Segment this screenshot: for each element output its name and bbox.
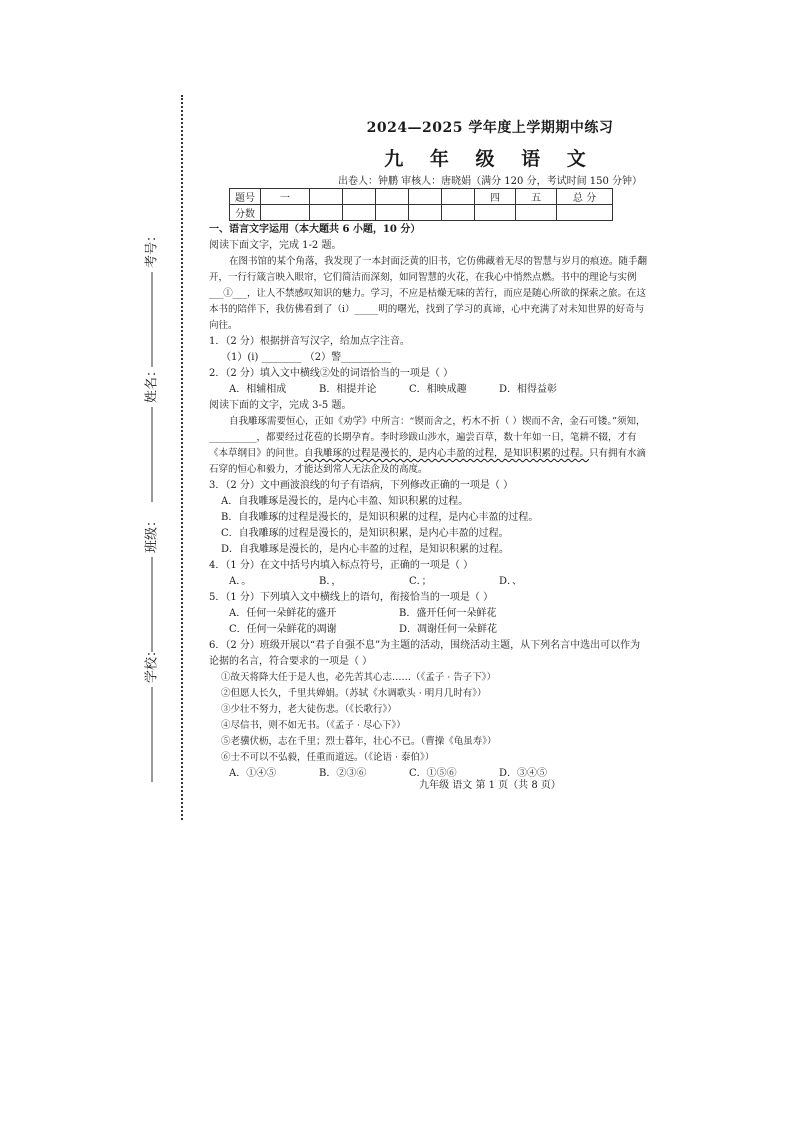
school-label: 学校： <box>144 643 160 684</box>
option: C．①⑤⑥ <box>409 768 457 779</box>
section-title: 一、语言文字运用（本大题共 6 小题，10 分） <box>209 224 421 235</box>
table-cell: 五 <box>516 189 557 205</box>
question-2: 2．（2 分）填入文中横线②处的词语恰当的一项是（ ） <box>209 368 454 379</box>
option: A．自我雕琢是漫长的，是内心丰盈、知识积累的过程。 <box>221 496 469 507</box>
question-2-options <box>209 382 649 398</box>
score-cell <box>343 205 376 221</box>
name-label: 姓名： <box>144 363 160 404</box>
reading-intro-2: 阅读下面的文字，完成 3-5 题。 <box>209 400 352 411</box>
option: C．任何一朵鲜花的凋谢 <box>229 624 337 635</box>
question-1-items: （1）(ⅰ) ________ （2）警__________ <box>221 352 392 363</box>
option: A．。 <box>229 576 252 587</box>
score-cell <box>261 205 310 221</box>
question-3: 3．（2 分）文中画波浪线的句子有语病，下列修改正确的一项是（ ） <box>209 480 514 491</box>
option: B．盛开任何一朵鲜花 <box>399 608 497 619</box>
score-table-header-row <box>230 189 613 205</box>
score-cell <box>442 205 475 221</box>
setter-info: 出卷人：钟鹏 审核人：唐晓娟（满分 120 分，考试时间 150 分钟） <box>337 176 643 187</box>
passage-2-part-a: 自我雕琢需要恒心，正如《劝学》中所言：“锲而舍之，朽木不折（ ）锲而不舍，金石可镂。”须知，__________，都要经过花苞的长期孕育。李时珍跋山涉水，遍尝百草，数十年如一日，笔耕不辍，才有《本草纲目》的问世。 <box>209 416 646 459</box>
option: D．、 <box>499 576 523 587</box>
passage-1: 在图书馆的某个角落，我发现了一本封面泛黄的旧书，它仿佛藏着无尽的智慧与岁月的痕迹。随手翻开，一行行箴言映入眼帘，它们简洁而深刻，如同智慧的火花，在我心中悄然点燃。书中的理论与实例___①___，让人不禁感叹知识的魅力。学习，不应是枯燥无味的苦行，而应是随心所欲的探索之旅。在这本书的陪伴下，我仿佛看到了（ⅰ）_____明的曙光，找到了学习的真谛，心中充满了对未知世界的好奇与向往。 <box>209 256 648 331</box>
score-cell <box>516 205 557 221</box>
exam-number-label: 考号： <box>144 228 160 269</box>
option: D．自我雕琢是漫长的，是内心丰盈的过程，是知识积累的过程。 <box>221 544 510 555</box>
table-cell <box>409 189 442 205</box>
passage-2 <box>209 414 649 478</box>
score-cell <box>475 205 516 221</box>
score-table <box>229 188 613 221</box>
question-4: 4．（1 分）在文中括号内填入标点符号，正确的一项是（ ） <box>209 560 474 571</box>
option: D．相得益彰 <box>499 384 558 395</box>
question-5: 5．（1 分）下列填入文中横线上的语句，衔接恰当的一项是（ ） <box>209 592 494 603</box>
wavy-underlined-sentence: 自我雕琢的过程是漫长的，是内心丰盈的过程，是知识积累的过程。 <box>304 448 590 459</box>
exam-subject: 九 年 级 语 文 <box>384 148 596 170</box>
table-cell <box>310 189 343 205</box>
reading-intro: 阅读下面文字，完成 1-2 题。 <box>209 240 342 251</box>
quote-item: ③少壮不努力，老大徒伤悲。（《长歌行》） <box>221 704 397 715</box>
quote-item: ⑥士不可以不弘毅，任重而道远。（《论语 · 泰伯》） <box>221 752 435 763</box>
table-cell: 题号 <box>230 189 261 205</box>
exam-content <box>209 222 649 782</box>
table-cell: 一 <box>261 189 310 205</box>
class-label: 班级： <box>144 513 160 554</box>
table-cell <box>343 189 376 205</box>
option: B．， <box>319 576 342 587</box>
table-cell <box>376 189 409 205</box>
name-blank <box>152 407 153 502</box>
table-cell: 总 分 <box>557 189 613 205</box>
option: A．任何一朵鲜花的盛开 <box>229 608 337 619</box>
option: C．自我雕琢的过程是漫长的，是知识积累，是内心丰盈的过程。 <box>221 528 509 539</box>
school-blank <box>152 687 153 782</box>
school-field <box>120 625 180 805</box>
quote-item: ①故天将降大任于是人也，必先苦其心志……（《孟子 · 告子下》） <box>221 672 497 683</box>
option: C．； <box>409 576 432 587</box>
option: D．③④⑤ <box>499 768 548 779</box>
option: A．相辅相成 <box>229 384 287 395</box>
option: D．凋谢任何一朵鲜花 <box>399 624 498 635</box>
question-6: 6．（2 分）班级开展以“君子自强不息”为主题的活动，围绕活动主题，从下列名言中选出可以作为论据的名言，符合要求的一项是（ ） <box>209 640 641 667</box>
binding-dotted-line <box>181 95 183 820</box>
option: B．自我雕琢的过程是漫长的，是知识积累的过程，是内心丰盈的过程。 <box>221 512 539 523</box>
option: B．②③⑥ <box>319 768 367 779</box>
score-cell <box>557 205 613 221</box>
option: A．①④⑤ <box>229 768 277 779</box>
table-cell: 分数 <box>230 205 261 221</box>
score-cell <box>376 205 409 221</box>
quote-item: ⑤老骥伏枥，志在千里；烈士暮年，壮心不已。（曹操《龟虽寿》） <box>221 736 497 747</box>
quote-item: ④尽信书，则不如无书。（《孟子 · 尽心下》） <box>221 720 406 731</box>
page-footer: 九年级 语文 第 1 页（共 8 页） <box>419 780 561 791</box>
table-cell <box>442 189 475 205</box>
exam-title: 2024—2025 学年度上学期期中练习 <box>366 120 614 136</box>
question-5-options <box>209 606 649 638</box>
quote-item: ②但愿人长久，千里共婵娟。（苏轼《水调歌头 · 明月几时有》） <box>221 688 487 699</box>
score-table-score-row <box>230 205 613 221</box>
option: B．相提并论 <box>319 384 377 395</box>
passage-2-part-c: 只有拥有水滴石穿的恒心和毅力，才能达到常人无法企及的高度。 <box>209 448 647 475</box>
table-cell: 四 <box>475 189 516 205</box>
option: C．相映成趣 <box>409 384 467 395</box>
score-cell <box>310 205 343 221</box>
question-4-options <box>209 574 649 590</box>
score-cell <box>409 205 442 221</box>
question-1: 1．（2 分）根据拼音写汉字，给加点字注音。 <box>209 336 410 347</box>
